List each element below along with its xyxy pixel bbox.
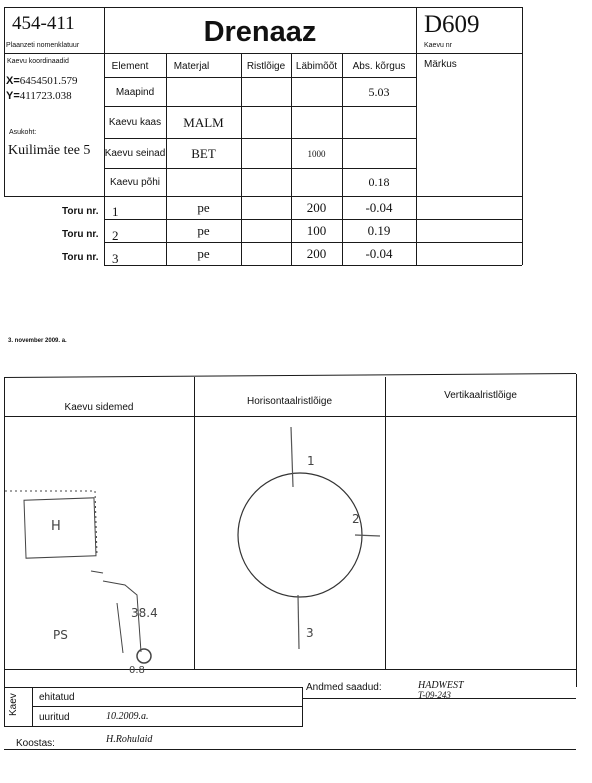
distance-label: 38.4 [131,606,158,620]
row-walls-element: Kaevu seinad [104,148,166,159]
data-from-ref: T-09-243 [418,690,451,700]
map-sheet-label: Plaanzeti nomenklatuur [6,42,80,49]
horizontal-section-sketch [195,417,385,669]
date-stamp: 3. november 2009. a. [8,338,67,344]
well-marker [137,649,151,663]
section-vertical-title: Vertikaalristlõige [444,389,517,401]
pipe-1-number: 1 [112,204,119,219]
pipe-2-elevation: 0.19 [367,223,391,238]
pipe-1-diameter: 200 [306,200,327,215]
x-value: 6454501.579 [19,75,78,87]
pipe-2-label: Toru nr. [62,229,99,240]
y-value: 411723.038 [19,90,72,102]
surveyed-label: uuritud [39,712,70,723]
row-ground-element: Maapind [115,86,155,98]
pipe-1-label: Toru nr. [62,206,99,217]
col-diameter: Läbimõõt [295,60,338,72]
row-bottom-elevation: 0.18 [368,175,390,189]
row-bottom-element: Kaevu põhi [109,177,161,188]
col-element: Element [111,60,149,72]
section-connections-title: Kaevu sidemed [64,401,134,413]
ps-label: PS [53,628,68,642]
row-ground-elevation: 5.03 [368,84,390,99]
well-circle [238,473,362,597]
row-cover-element: Kaevu kaas [108,117,162,128]
map-sheet-number: 454-411 [12,13,75,34]
small-value-label: 0.8 [129,665,145,676]
well-id: D609 [424,11,480,38]
data-from-company: HADWEST [418,680,464,691]
pipe-2-sketch-label: 2 [352,512,360,526]
x-coordinate [6,75,78,87]
well-side-label: Kaev [8,693,19,716]
pipe-2-number: 2 [112,228,119,243]
notes-header: Märkus [424,59,457,70]
row-cover-material: MALM [183,114,224,130]
pipe-1-elevation: -0.04 [365,200,393,215]
x-prefix: X= [6,75,20,87]
pipe-3-material: pe [197,246,210,261]
connections-sketch [5,417,194,676]
pipe-1-material: pe [197,200,210,215]
pipe-2-diameter: 100 [306,223,327,238]
col-material: Materjal [173,60,210,72]
row-walls-diameter: 1000 [307,148,326,159]
compiled-label: Koostas: [16,738,55,749]
col-elevation: Abs. kõrgus [352,60,406,72]
compiled-value: H.Rohulaid [106,734,153,745]
pipe-3-elevation: -0.04 [365,246,393,261]
row-walls-material: BET [191,145,216,161]
pipe-1-sketch-label: 1 [307,454,315,468]
pipe-3-number: 3 [112,251,119,266]
pipe-3-sketch-label: 3 [306,626,314,640]
col-cross-section: Ristlõige [246,60,286,72]
page-title: Drenaaz [203,15,317,48]
pipe-3-label: Toru nr. [62,252,99,263]
surveyed-value: 10.2009.a. [106,711,149,722]
built-label: ehitatud [39,692,75,703]
y-prefix: Y= [6,90,20,102]
y-coordinate [6,90,72,102]
pipe-2-material: pe [197,223,210,238]
well-id-label: Kaevu nr [424,42,453,49]
house-label: H [51,519,61,534]
pipe-3-diameter: 200 [306,246,327,261]
address-value: Kuilimäe tee 5 [8,143,91,158]
coordinates-label: Kaevu koordinaadid [7,58,69,65]
data-from-label: Andmed saadud: [306,682,382,693]
address-label: Asukoht: [9,129,37,136]
section-horizontal-title: Horisontaalristlõige [246,395,333,407]
